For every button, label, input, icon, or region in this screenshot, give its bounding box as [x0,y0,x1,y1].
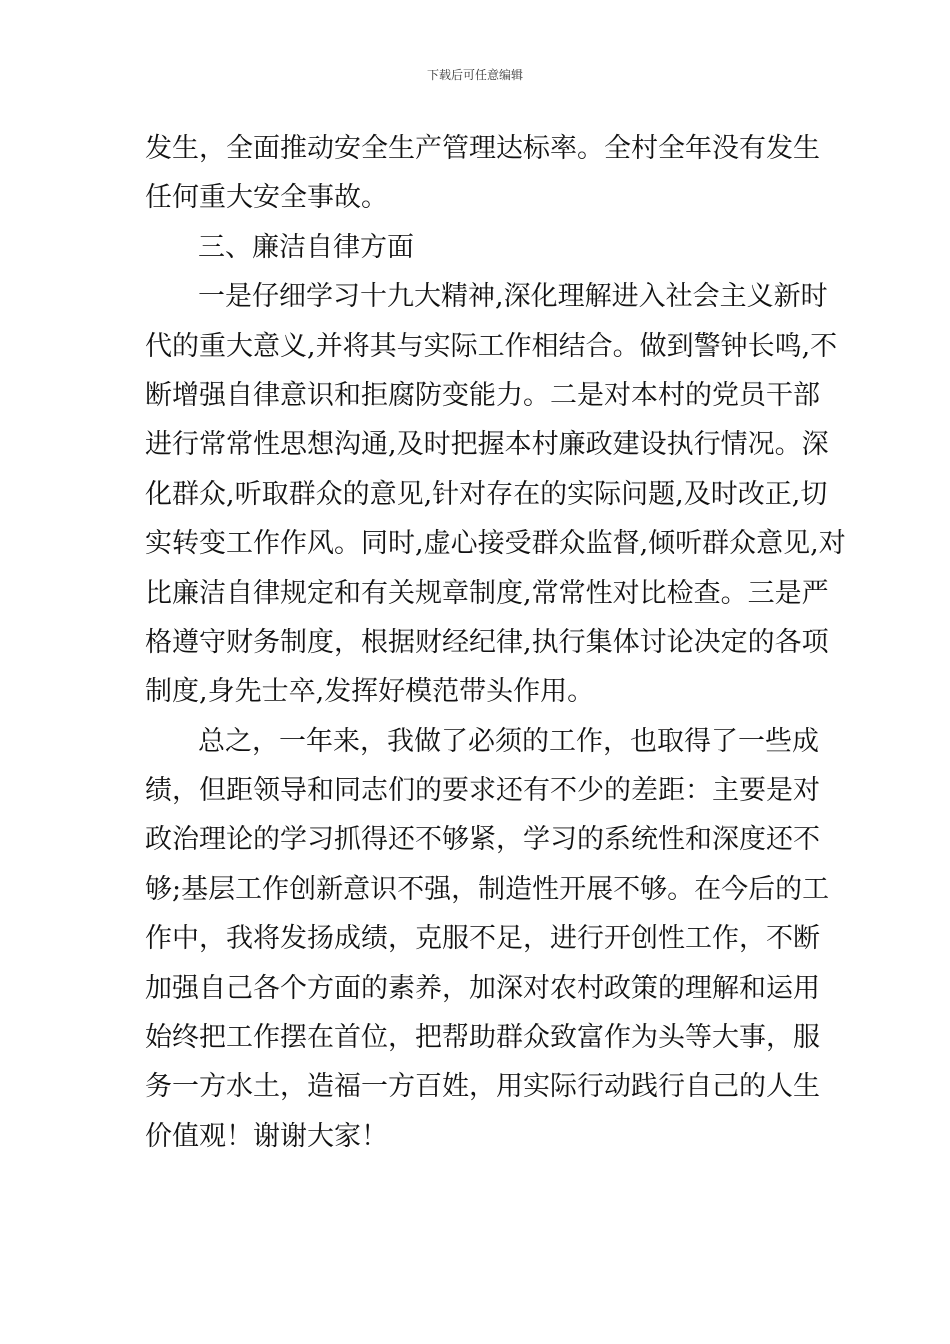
text-line: 化群众,听取群众的意见,针对存在的实际问题,及时改正,切 [145,478,828,510]
page-header: 下载后可任意编辑 [426,68,523,82]
text-line: 务一方水土，造福一方百姓，用实际行动践行自己的人生 [145,1071,820,1103]
text-line: 比廉洁自律规定和有关规章制度,常常性对比检查。三是严 [145,577,829,609]
document-body [145,124,846,1161]
text-line: 加强自己各个方面的素养，加深对农村政策的理解和运用 [145,972,820,1004]
text-line: 够;基层工作创新意识不强，制造性开展不够。在今后的工 [145,873,830,905]
text-line: 实转变工作作风。同时,虚心接受群众监督,倾听群众意见,对 [145,528,846,560]
text-line: 发生，全面推动安全生产管理达标率。全村全年没有发生 [145,133,820,164]
text-line: 始终把工作摆在首位，把帮助群众致富作为头等大事，服 [145,1022,820,1054]
text-line: 一是仔细学习十九大精神,深化理解进入社会主义新时 [198,281,828,313]
text-line: 价值观！谢谢大家！ [145,1120,388,1152]
text-line: 任何重大安全事故。 [145,182,388,214]
text-line: 总之，一年来，我做了必须的工作，也取得了一些成 [198,725,819,757]
text-line: 作中，我将发扬成绩，克服不足，进行开创性工作，不断 [145,923,820,955]
text-line: 代的重大意义,并将其与实际工作相结合。做到警钟长鸣,不 [145,330,838,362]
text-line: 进行常常性思想沟通,及时把握本村廉政建设执行情况。深 [145,429,829,461]
text-line: 政治理论的学习抓得还不够紧，学习的系统性和深度还不 [145,824,820,856]
text-line: 格遵守财务制度，根据财经纪律,执行集体讨论决定的各项 [145,626,829,658]
text-line: 制度,身先士卒,发挥好模范带头作用。 [145,676,595,708]
text-line: 断增强自律意识和拒腐防变能力。二是对本村的党员干部 [145,379,820,411]
section-heading: 三、廉洁自律方面 [198,231,414,263]
text-line: 绩，但距领导和同志们的要求还有不少的差距：主要是对 [145,775,820,807]
